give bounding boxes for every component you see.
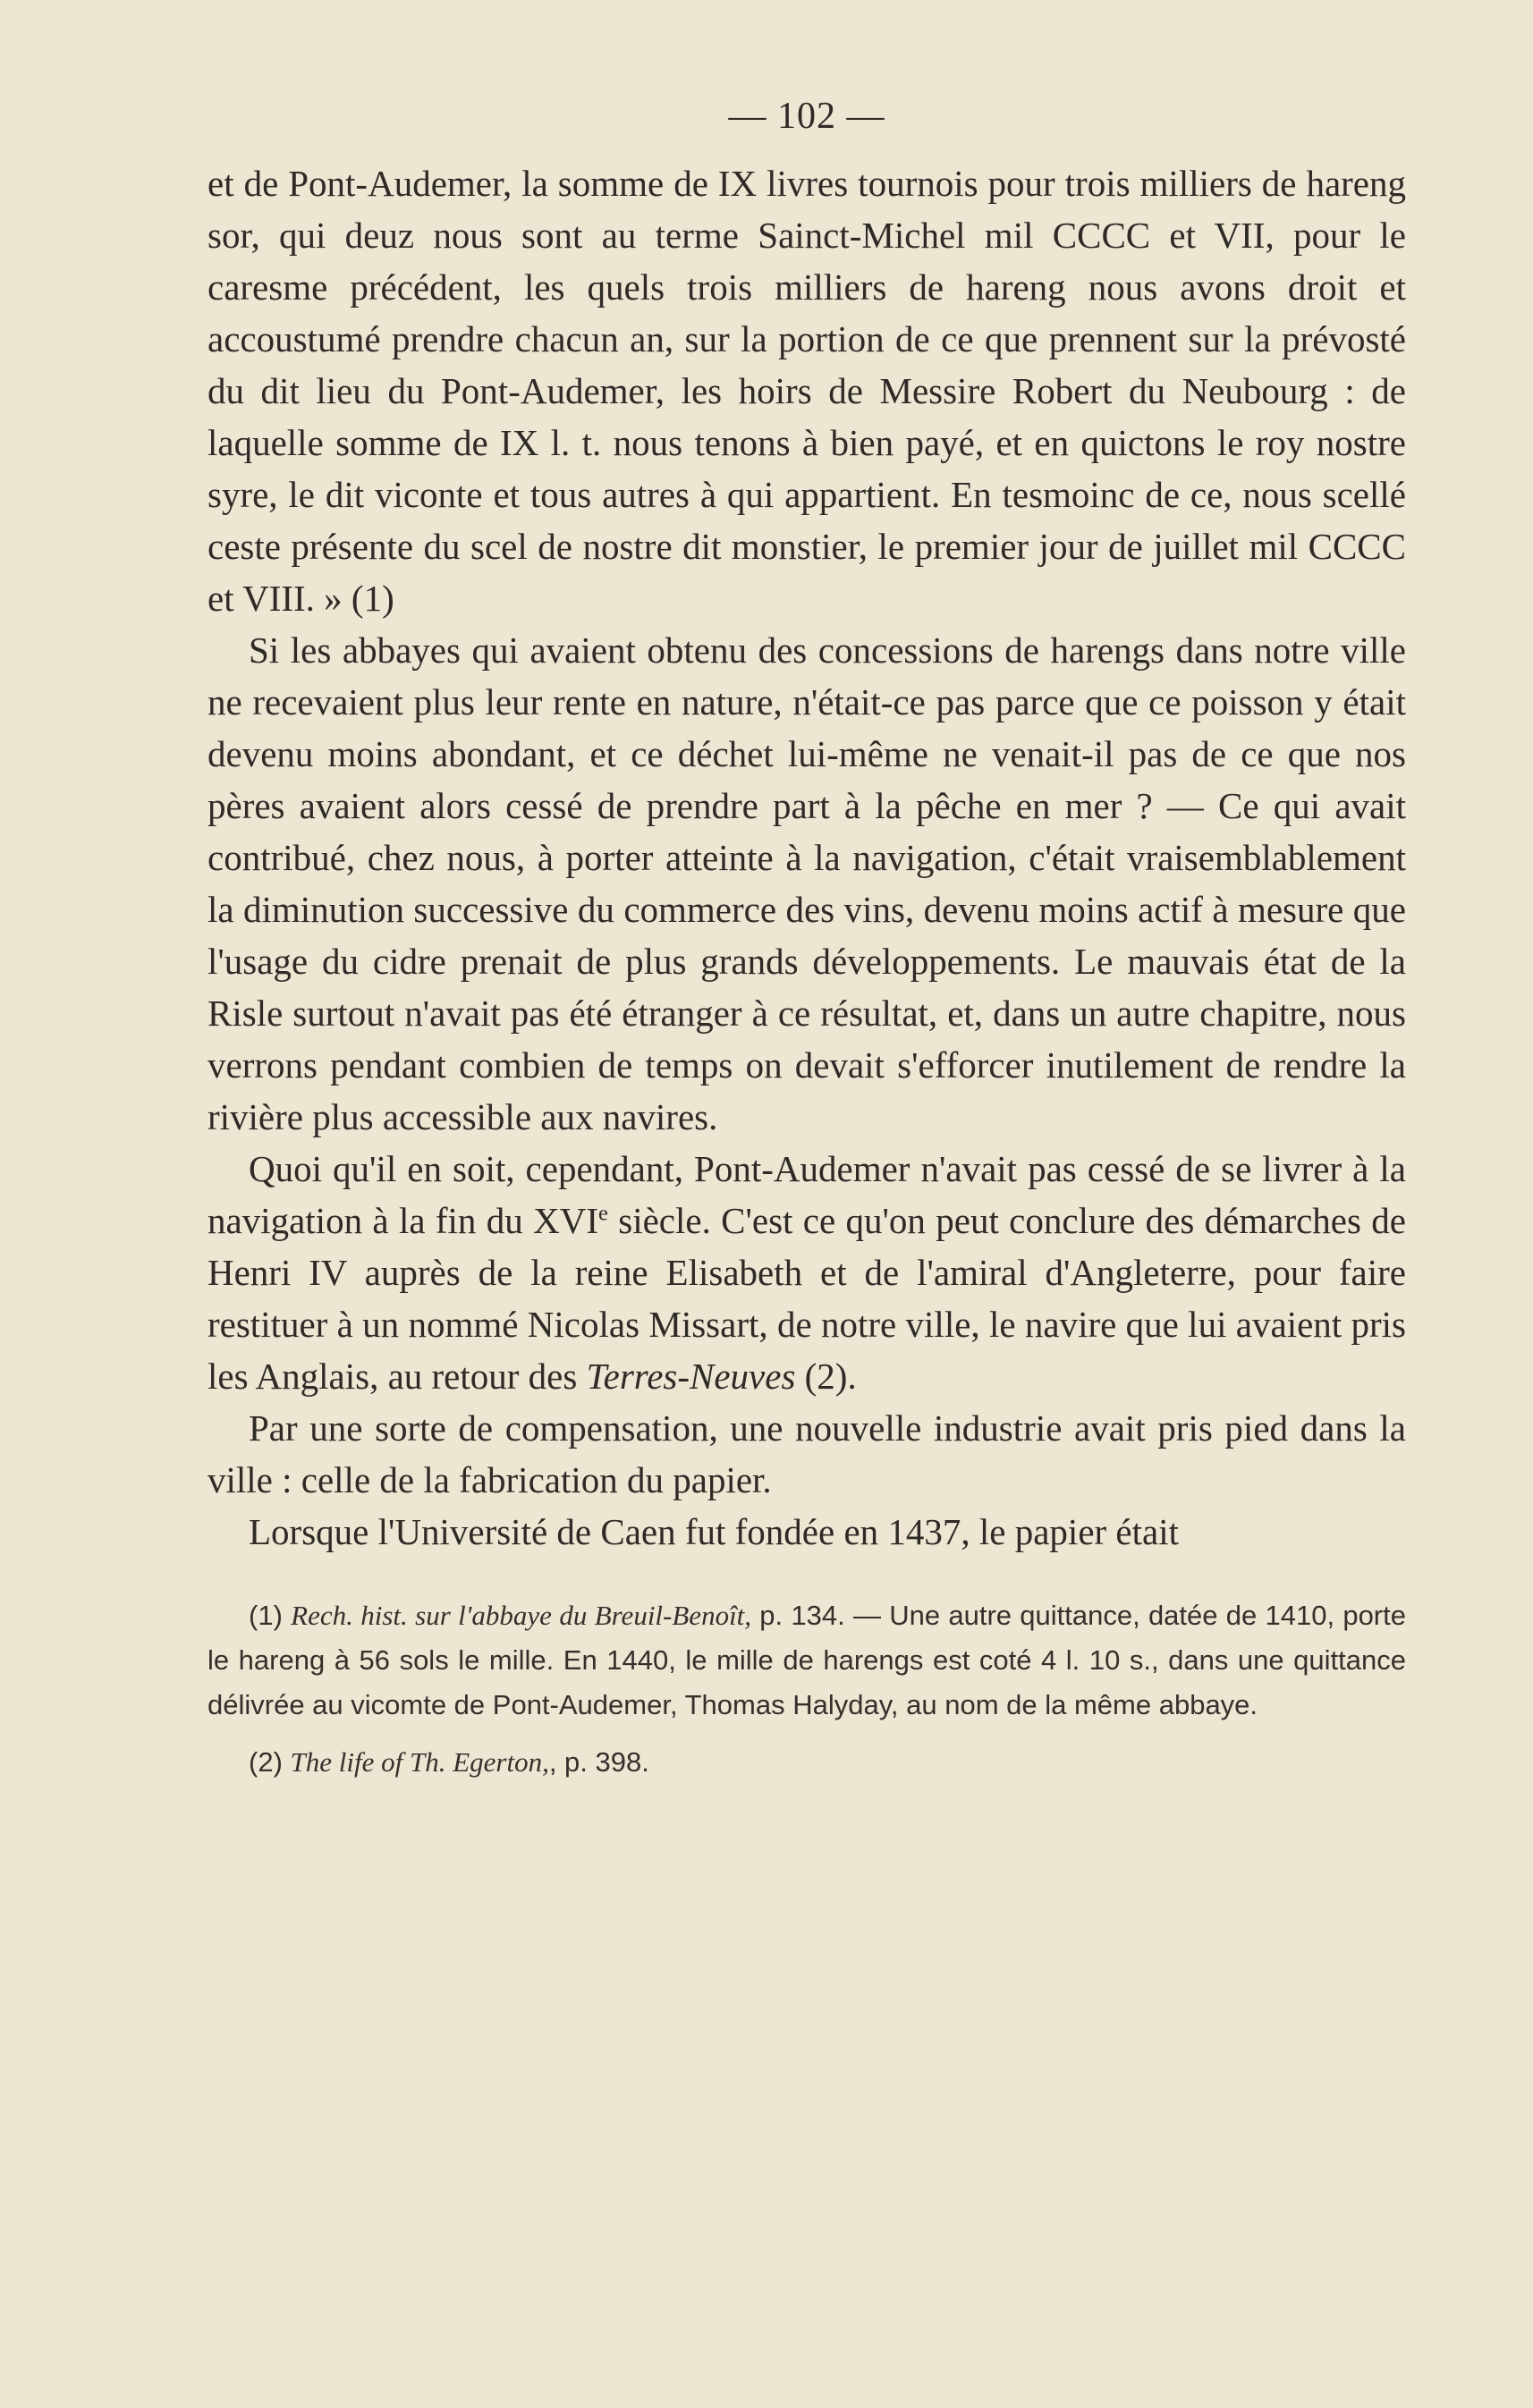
paragraph-3-text-cont: siècle. C'est ce qu'on peut conclure des démarches de Henri IV auprès de la reine Elisabeth et de l'amiral d'Angleterre, pour faire restituer à un nommé Nicolas Missart, de notre ville, le navire que lui avaient pris les Anglais, au retour des [208, 1200, 1406, 1397]
paragraph-1: et de Pont-Audemer, la somme de IX livres tournois pour trois milliers de hareng sor, qui deuz nous sont au terme Sainct-Michel mil CCCC et VII, pour le caresme précédent, les quels trois milliers de hareng nous avons droit et accoustumé prendre chacun an, sur la portion de ce que prennent sur la prévosté du dit lieu du Pont-Audemer, les hoirs de Messire Robert du Neubourg : de laquelle somme de IX l. t. nous tenons à bien payé, et en quictons le roy nostre syre, le dit viconte et tous autres à qui appartient. En tesmoinc de ce, nous scellé ceste présente du scel de nostre dit monstier, le premier jour de juillet mil CCCC et VIII. » (1) [208, 163, 1406, 619]
paragraph-3-text: Quoi qu'il en soit, cependant, Pont-Audemer n'avait pas cessé de se livrer à la navigation à la fin du XVI [208, 1148, 1406, 1241]
footnotes [208, 1593, 1406, 1785]
body-text [208, 157, 1406, 1558]
footnote-2-title: The life of Th. Egerton, [290, 1746, 549, 1778]
paragraph-4: Par une sorte de compensation, une nouvelle industrie avait pris pied dans la ville : celle de la fabrication du papier. [208, 1407, 1406, 1500]
paragraph-2: Si les abbayes qui avaient obtenu des concessions de harengs dans notre ville ne recevaient plus leur rente en nature, n'était-ce pas parce que ce poisson y était devenu moins abondant, et ce déchet lui-même ne venait-il pas de ce que nos pères avaient alors cessé de prendre part à la pêche en mer ? — Ce qui avait contribué, chez nous, à porter atteinte à la navigation, c'était vraisemblablement la diminution successive du commerce des vins, devenu moins actif à mesure que l'usage du cidre prenait de plus grands développements. Le mauvais état de la Risle surtout n'avait pas été étranger à ce résultat, et, dans un autre chapitre, nous verrons pendant combien de temps on devait s'efforcer inutilement de rendre la rivière plus accessible aux navires. [208, 629, 1406, 1137]
terres-neuves-italic: Terres-Neuves [586, 1356, 796, 1397]
paragraph-5: Lorsque l'Université de Caen fut fondée en 1437, le papier était [249, 1511, 1179, 1552]
footnote-2-marker: (2) [249, 1746, 291, 1778]
footnote-2 [208, 1740, 1406, 1785]
paragraph-3 [208, 1143, 1406, 1402]
century-superscript: e [597, 1201, 608, 1226]
footnote-1-marker: (1) [249, 1600, 292, 1631]
footnote-1-title: Rech. hist. sur l'abbaye du Breuil-Benoît, [291, 1600, 752, 1631]
footnote-1 [208, 1593, 1406, 1728]
footnote-1-text: p. 134. — Une autre quittance, datée de 1410, porte le hareng à 56 sols le mille. En 1440, le mille de harengs est coté 4 l. 10 s., dans une quittance délivrée au vicomte de Pont-Audemer, Thomas Halyday, au nom de la même abbaye. [208, 1600, 1406, 1720]
footnote-2-text: , p. 398. [548, 1746, 649, 1778]
paragraph-3-text-end: (2). [795, 1356, 857, 1397]
page-number: — 102 — [728, 96, 885, 137]
